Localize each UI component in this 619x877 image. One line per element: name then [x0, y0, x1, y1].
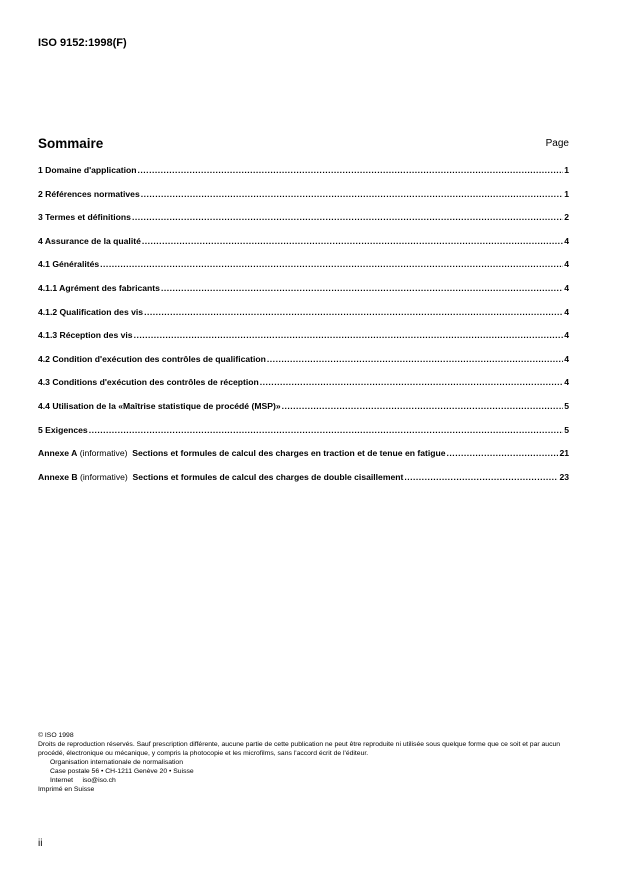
toc-entry-label: [38, 448, 446, 458]
toc-entry-label: 1 Domaine d'application: [38, 165, 137, 175]
leader-dots: [134, 330, 564, 340]
printed-in: Imprimé en Suisse: [38, 786, 95, 793]
toc-entry-annex-a[interactable]: [38, 448, 569, 472]
toc-entry-page: 4: [564, 306, 569, 317]
leader-dots: [282, 401, 564, 411]
toc-entry-label: 4.1.3 Réception des vis: [38, 330, 133, 341]
organisation-name: Organisation internationale de normalisation: [50, 759, 183, 766]
toc-entry-page: 1: [564, 188, 569, 199]
toc-entry-page: 5: [564, 424, 569, 435]
leader-dots: [267, 354, 563, 364]
leader-dots: [138, 165, 564, 175]
toc-entry-label: [38, 472, 403, 482]
annex-type: (informative): [77, 471, 128, 482]
toc-entry-page: 4: [564, 330, 569, 341]
toc-entry-page: 5: [564, 400, 569, 411]
toc-entry[interactable]: [38, 377, 569, 401]
toc-entry-page: 4: [564, 235, 569, 246]
toc-entry[interactable]: [38, 165, 569, 189]
copyright-block: [38, 731, 578, 794]
toc-entry-page: 4: [564, 353, 569, 364]
annex-title: Annexe B: [38, 471, 78, 482]
leader-dots: [89, 425, 564, 435]
toc-entry-label: 4.1 Généralités: [38, 259, 100, 270]
toc-entry-label: 2 Références normatives: [38, 188, 140, 199]
toc-entry[interactable]: [38, 259, 569, 283]
toc-page-label: Page: [545, 138, 569, 149]
toc-entry[interactable]: [38, 354, 569, 378]
internet-contact[interactable]: Internet iso@iso.ch: [50, 777, 116, 784]
toc-entry-annex-b[interactable]: [38, 472, 569, 496]
toc-entry[interactable]: [38, 330, 569, 354]
leader-dots: [132, 212, 563, 222]
leader-dots: [447, 448, 559, 458]
toc-entry[interactable]: [38, 189, 569, 213]
postal-address: Case postale 56 • CH-1211 Genève 20 • Suisse: [50, 768, 194, 775]
toc-entry-label: 4 Assurance de la qualité: [38, 235, 141, 246]
toc-entry-label: 4.2 Condition d'exécution des contrôles de qualification: [38, 353, 266, 364]
document-id: ISO 9152:1998(F): [38, 37, 127, 49]
toc-entry[interactable]: [38, 283, 569, 307]
rights-notice: Droits de reproduction réservés. Sauf prescription différente, aucune partie de cette publication ne peut être reproduite ni utilisée sous quelque forme que ce soit et par aucun procédé, électronique ou mécanique, y compris la photocopie et les microfilms, sans l'accord écrit de l'éditeur.: [38, 741, 561, 757]
annex-type: (informative): [77, 448, 128, 459]
toc-entry[interactable]: [38, 212, 569, 236]
toc-entry-label: 3 Termes et définitions: [38, 212, 131, 223]
leader-dots: [141, 189, 563, 199]
toc-entry-page: 1: [564, 165, 569, 175]
annex-subject: Sections et formules de calcul des charges en traction et de tenue en fatigue: [127, 448, 446, 459]
toc-entry-page: 4: [564, 259, 569, 270]
toc-entry-page: 4: [564, 377, 569, 388]
toc-entry-label: 4.1.1 Agrément des fabricants: [38, 282, 160, 293]
toc-entry-label: 4.3 Conditions d'exécution des contrôles de réception: [38, 377, 259, 388]
page-number: ii: [38, 838, 43, 849]
toc-entry[interactable]: [38, 236, 569, 260]
toc-entry[interactable]: [38, 425, 569, 449]
annex-subject: Sections et formules de calcul des charges de double cisaillement: [127, 471, 404, 482]
leader-dots: [161, 283, 563, 293]
annex-title: Annexe A: [38, 448, 78, 459]
toc-entry-label: 5 Exigences: [38, 424, 88, 435]
leader-dots: [260, 377, 563, 387]
leader-dots: [100, 259, 563, 269]
toc-title: Sommaire: [38, 136, 104, 151]
leader-dots: [144, 307, 563, 317]
copyright-line: © ISO 1998: [38, 732, 74, 739]
leader-dots: [404, 472, 558, 482]
toc-entry-page: 4: [564, 282, 569, 293]
leader-dots: [142, 236, 563, 246]
toc-entry-label: 4.1.2 Qualification des vis: [38, 306, 144, 317]
toc-entry-page: 2: [564, 212, 569, 223]
toc-entry[interactable]: [38, 307, 569, 331]
table-of-contents: [38, 165, 569, 495]
toc-entry[interactable]: [38, 401, 569, 425]
toc-entry-page: 21: [559, 448, 569, 459]
toc-entry-label: 4.4 Utilisation de la «Maîtrise statistique de procédé (MSP)»: [38, 400, 281, 411]
toc-entry-page: 23: [559, 471, 569, 482]
